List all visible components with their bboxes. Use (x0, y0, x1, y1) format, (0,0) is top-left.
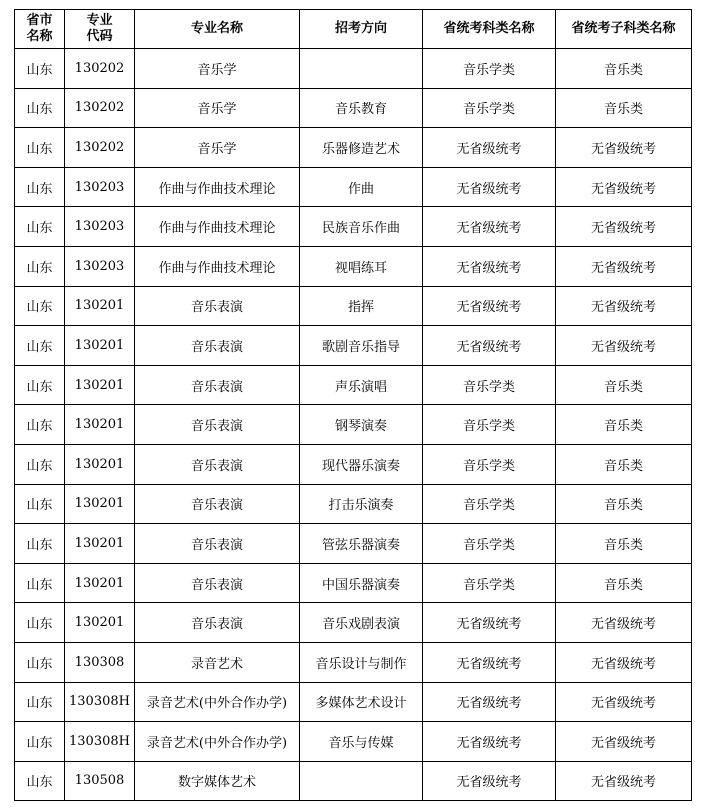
code-cell: 130203 (65, 246, 135, 286)
province-cell: 山东 (15, 761, 65, 801)
direction-cell: 中国乐器演奏 (300, 563, 423, 603)
major-cell: 作曲与作曲技术理论 (135, 167, 300, 207)
direction-cell: 音乐教育 (300, 88, 423, 128)
province-cell: 山东 (15, 642, 65, 682)
major-cell: 音乐表演 (135, 365, 300, 405)
province-cell: 山东 (15, 722, 65, 762)
table-row (15, 642, 692, 682)
table-row (15, 484, 692, 524)
direction-cell: 视唱练耳 (300, 246, 423, 286)
code-cell: 130308H (65, 722, 135, 762)
direction-cell: 音乐与传媒 (300, 722, 423, 762)
province-cell: 山东 (15, 365, 65, 405)
direction-cell: 音乐设计与制作 (300, 642, 423, 682)
table-row (15, 286, 692, 326)
major-cell: 音乐表演 (135, 563, 300, 603)
header-exam-subcategory: 省统考子科类名称 (556, 10, 692, 49)
code-cell: 130508 (65, 761, 135, 801)
table-row (15, 603, 692, 643)
exam-subcategory-cell: 无省级统考 (556, 286, 692, 326)
major-cell: 音乐表演 (135, 484, 300, 524)
table-row (15, 88, 692, 128)
exam-category-cell: 无省级统考 (423, 722, 556, 762)
exam-subcategory-cell: 无省级统考 (556, 603, 692, 643)
table-body (15, 49, 692, 801)
direction-cell: 乐器修造艺术 (300, 128, 423, 168)
province-cell: 山东 (15, 563, 65, 603)
code-cell: 130203 (65, 207, 135, 247)
province-cell: 山东 (15, 405, 65, 445)
direction-cell: 民族音乐作曲 (300, 207, 423, 247)
province-cell: 山东 (15, 484, 65, 524)
province-cell: 山东 (15, 207, 65, 247)
exam-subcategory-cell: 无省级统考 (556, 682, 692, 722)
major-cell: 音乐表演 (135, 524, 300, 564)
major-cell: 音乐表演 (135, 603, 300, 643)
exam-subcategory-cell: 无省级统考 (556, 128, 692, 168)
direction-cell: 打击乐演奏 (300, 484, 423, 524)
code-cell: 130201 (65, 603, 135, 643)
direction-cell: 指挥 (300, 286, 423, 326)
exam-subcategory-cell: 音乐类 (556, 563, 692, 603)
exam-category-cell: 无省级统考 (423, 603, 556, 643)
exam-category-cell: 无省级统考 (423, 682, 556, 722)
direction-cell (300, 49, 423, 89)
exam-category-cell: 音乐学类 (423, 88, 556, 128)
table-row (15, 524, 692, 564)
exam-subcategory-cell: 无省级统考 (556, 761, 692, 801)
table-header (15, 10, 692, 49)
exam-subcategory-cell: 音乐类 (556, 524, 692, 564)
major-cell: 作曲与作曲技术理论 (135, 207, 300, 247)
province-cell: 山东 (15, 326, 65, 366)
direction-cell: 多媒体艺术设计 (300, 682, 423, 722)
code-cell: 130201 (65, 484, 135, 524)
province-cell: 山东 (15, 286, 65, 326)
exam-subcategory-cell: 音乐类 (556, 49, 692, 89)
direction-cell: 管弦乐器演奏 (300, 524, 423, 564)
table-row (15, 761, 692, 801)
exam-category-cell: 无省级统考 (423, 326, 556, 366)
province-cell: 山东 (15, 88, 65, 128)
exam-subcategory-cell: 音乐类 (556, 365, 692, 405)
direction-cell: 声乐演唱 (300, 365, 423, 405)
exam-category-cell: 无省级统考 (423, 207, 556, 247)
exam-category-cell: 无省级统考 (423, 167, 556, 207)
exam-subcategory-cell: 无省级统考 (556, 642, 692, 682)
code-cell: 130201 (65, 326, 135, 366)
major-cell: 录音艺术 (135, 642, 300, 682)
table-row (15, 365, 692, 405)
direction-cell (300, 761, 423, 801)
table-row (15, 326, 692, 366)
header-row (15, 10, 692, 49)
province-cell: 山东 (15, 49, 65, 89)
major-cell: 音乐表演 (135, 405, 300, 445)
exam-category-cell: 音乐学类 (423, 49, 556, 89)
code-cell: 130308H (65, 682, 135, 722)
exam-subcategory-cell: 音乐类 (556, 444, 692, 484)
table-row (15, 722, 692, 762)
header-code-line1: 专业 (86, 13, 113, 28)
table-row (15, 207, 692, 247)
header-direction: 招考方向 (300, 10, 423, 49)
exam-subcategory-cell: 无省级统考 (556, 246, 692, 286)
exam-subcategory-cell: 音乐类 (556, 88, 692, 128)
exam-category-cell: 无省级统考 (423, 761, 556, 801)
major-cell: 音乐学 (135, 88, 300, 128)
exam-category-cell: 无省级统考 (423, 642, 556, 682)
major-cell: 数字媒体艺术 (135, 761, 300, 801)
exam-subcategory-cell: 音乐类 (556, 484, 692, 524)
table-row (15, 167, 692, 207)
header-exam-category: 省统考科类名称 (423, 10, 556, 49)
major-cell: 录音艺术(中外合作办学) (135, 722, 300, 762)
code-cell: 130308 (65, 642, 135, 682)
header-province-line1: 省市 (26, 13, 53, 28)
exam-category-cell: 音乐学类 (423, 444, 556, 484)
major-cell: 音乐学 (135, 128, 300, 168)
table-row (15, 128, 692, 168)
table-row (15, 246, 692, 286)
province-cell: 山东 (15, 167, 65, 207)
major-cell: 音乐学 (135, 49, 300, 89)
major-cell: 作曲与作曲技术理论 (135, 246, 300, 286)
exam-category-cell: 音乐学类 (423, 484, 556, 524)
exam-subcategory-cell: 无省级统考 (556, 722, 692, 762)
major-cell: 录音艺术(中外合作办学) (135, 682, 300, 722)
code-cell: 130202 (65, 128, 135, 168)
header-province-line2: 名称 (26, 29, 53, 44)
table-row (15, 49, 692, 89)
table-row (15, 444, 692, 484)
header-code (65, 10, 135, 49)
province-cell: 山东 (15, 444, 65, 484)
exam-category-cell: 无省级统考 (423, 246, 556, 286)
major-cell: 音乐表演 (135, 326, 300, 366)
header-major: 专业名称 (135, 10, 300, 49)
direction-cell: 现代器乐演奏 (300, 444, 423, 484)
code-cell: 130202 (65, 88, 135, 128)
exam-subcategory-cell: 无省级统考 (556, 167, 692, 207)
code-cell: 130202 (65, 49, 135, 89)
direction-cell: 钢琴演奏 (300, 405, 423, 445)
province-cell: 山东 (15, 603, 65, 643)
exam-category-cell: 音乐学类 (423, 563, 556, 603)
province-cell: 山东 (15, 682, 65, 722)
code-cell: 130201 (65, 365, 135, 405)
table-row (15, 405, 692, 445)
province-cell: 山东 (15, 524, 65, 564)
code-cell: 130201 (65, 405, 135, 445)
code-cell: 130201 (65, 563, 135, 603)
exam-subcategory-cell: 无省级统考 (556, 326, 692, 366)
code-cell: 130201 (65, 444, 135, 484)
province-cell: 山东 (15, 128, 65, 168)
exam-subcategory-cell: 音乐类 (556, 405, 692, 445)
table-row (15, 563, 692, 603)
major-cell: 音乐表演 (135, 286, 300, 326)
exam-category-cell: 音乐学类 (423, 405, 556, 445)
majors-table (14, 9, 692, 801)
table-row (15, 682, 692, 722)
exam-subcategory-cell: 无省级统考 (556, 207, 692, 247)
header-code-line2: 代码 (86, 29, 113, 44)
direction-cell: 歌剧音乐指导 (300, 326, 423, 366)
direction-cell: 音乐戏剧表演 (300, 603, 423, 643)
code-cell: 130201 (65, 286, 135, 326)
code-cell: 130201 (65, 524, 135, 564)
exam-category-cell: 无省级统考 (423, 286, 556, 326)
direction-cell: 作曲 (300, 167, 423, 207)
exam-category-cell: 音乐学类 (423, 365, 556, 405)
header-province (15, 10, 65, 49)
major-cell: 音乐表演 (135, 444, 300, 484)
exam-category-cell: 音乐学类 (423, 524, 556, 564)
province-cell: 山东 (15, 246, 65, 286)
code-cell: 130203 (65, 167, 135, 207)
exam-category-cell: 无省级统考 (423, 128, 556, 168)
